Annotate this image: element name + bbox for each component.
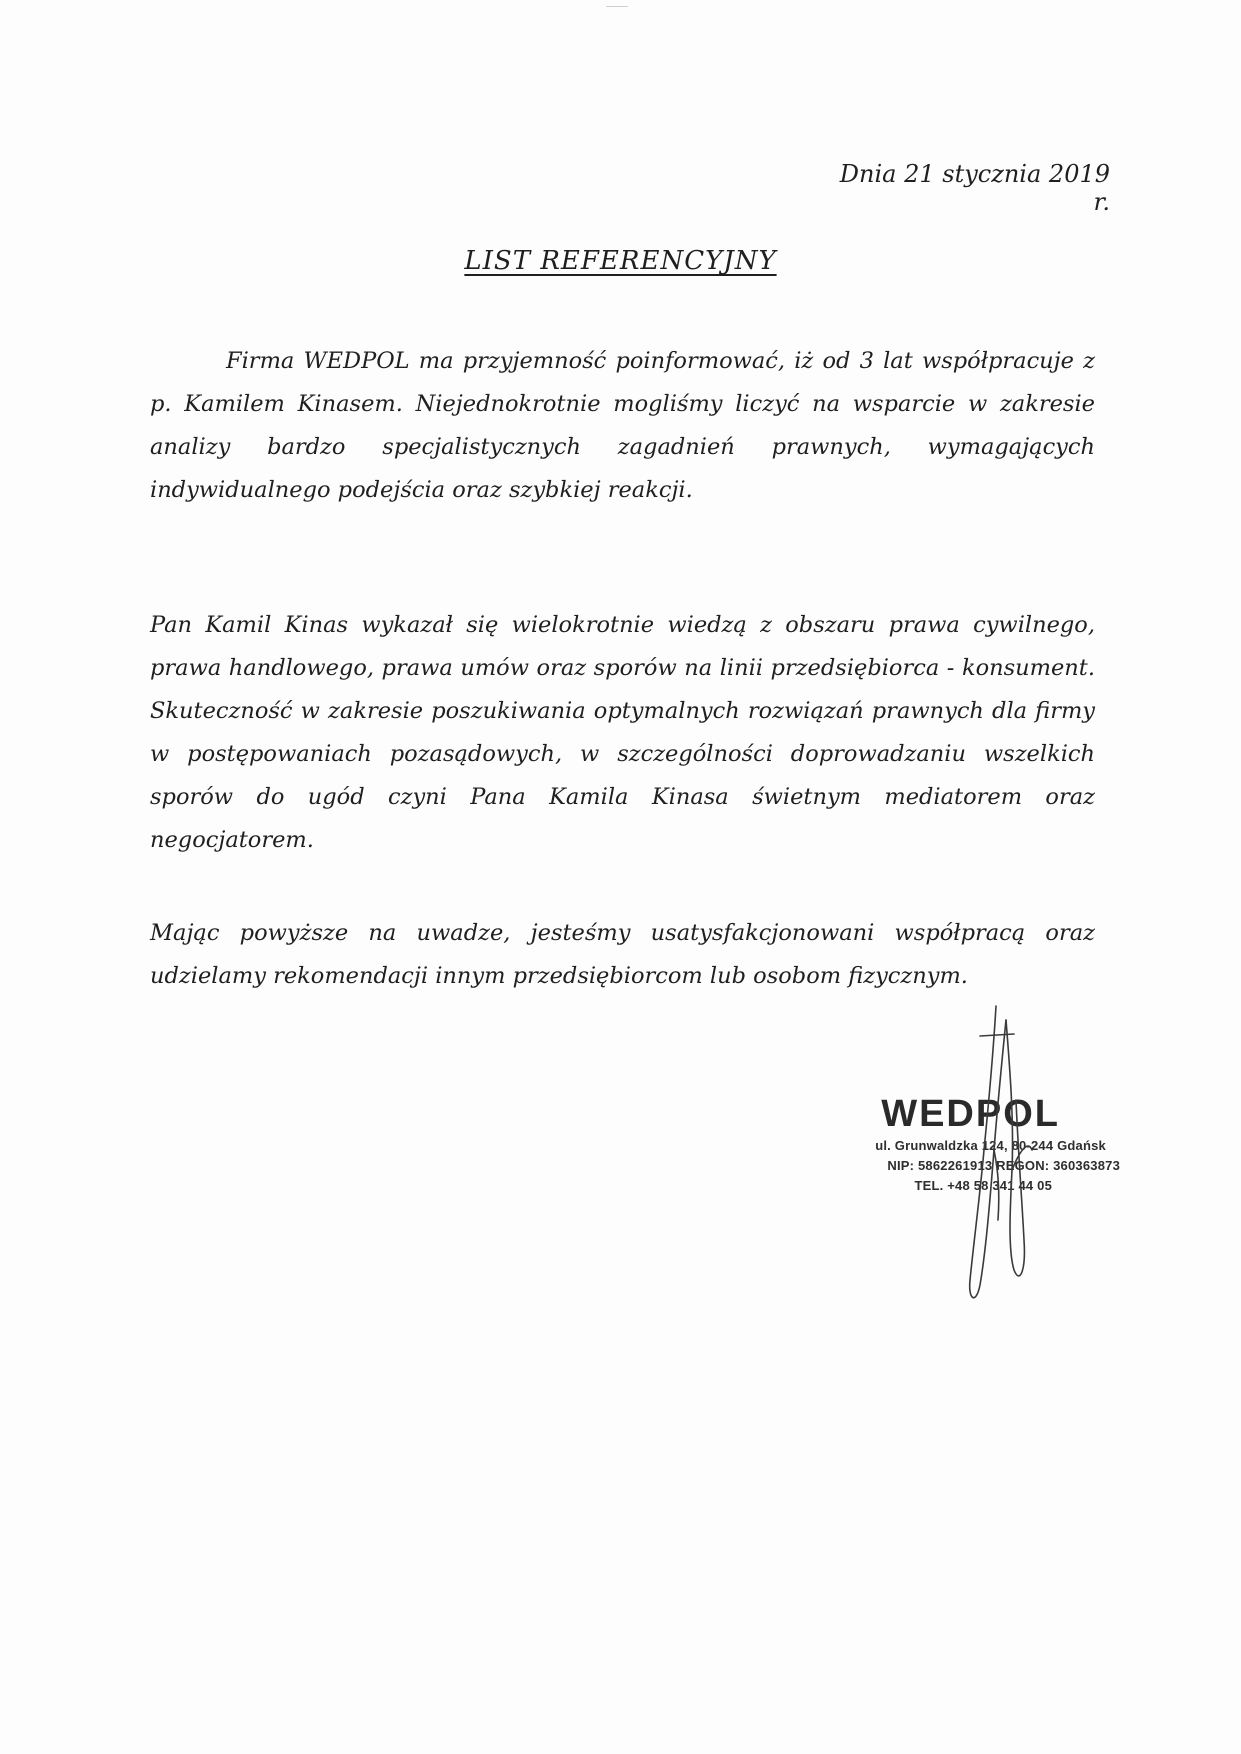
paragraph-recommendation: Mając powyższe na uwadze, jesteśmy usatysfakcjonowani współpracą oraz udzielamy rekomendacji innym przedsiębiorcom lub osobom fizycznym. <box>150 920 1095 989</box>
stamp-company-name: WEDPOL <box>881 1093 1060 1135</box>
stamp-address: ul. Grunwaldzka 124, 80-244 Gdańsk <box>875 1138 1106 1153</box>
stamp-phone: TEL. +48 58 341 44 05 <box>914 1178 1052 1193</box>
letter-title-text: LIST REFERENCYJNY <box>464 246 777 276</box>
handwritten-signature-icon <box>950 1000 1040 1310</box>
paragraph-expertise: Pan Kamil Kinas wykazał się wielokrotnie wiedzą z obszaru prawa cywilnego, prawa handlowego, prawa umów oraz sporów na linii przedsiębiorca - konsument. Skuteczność w zakresie poszukiwania optymalnych rozwiązań prawnych dla firmy w postępowaniach pozasądowych, w szczególności doprowadzaniu wszelkich sporów do ugód czyni Pana Kamila Kinasa świetnym mediatorem oraz negocjatorem. <box>150 612 1095 853</box>
letter-title <box>0 246 1241 276</box>
paragraph-intro: Firma WEDPOL ma przyjemność poinformować, iż od 3 lat współpracuje z p. Kamilem Kinasem. Niejednokrotnie mogliśmy liczyć na wsparcie w zakresie analizy bardzo specjalistycznych zagadnień prawnych, wymagających indywidualnego podejścia oraz szybkiej reakcji. <box>150 348 1095 503</box>
scan-mark <box>606 6 628 7</box>
letter-date: Dnia 21 stycznia 2019 r. <box>839 160 1110 216</box>
stamp-ids: NIP: 5862261913 REGON: 360363873 <box>887 1158 1120 1173</box>
